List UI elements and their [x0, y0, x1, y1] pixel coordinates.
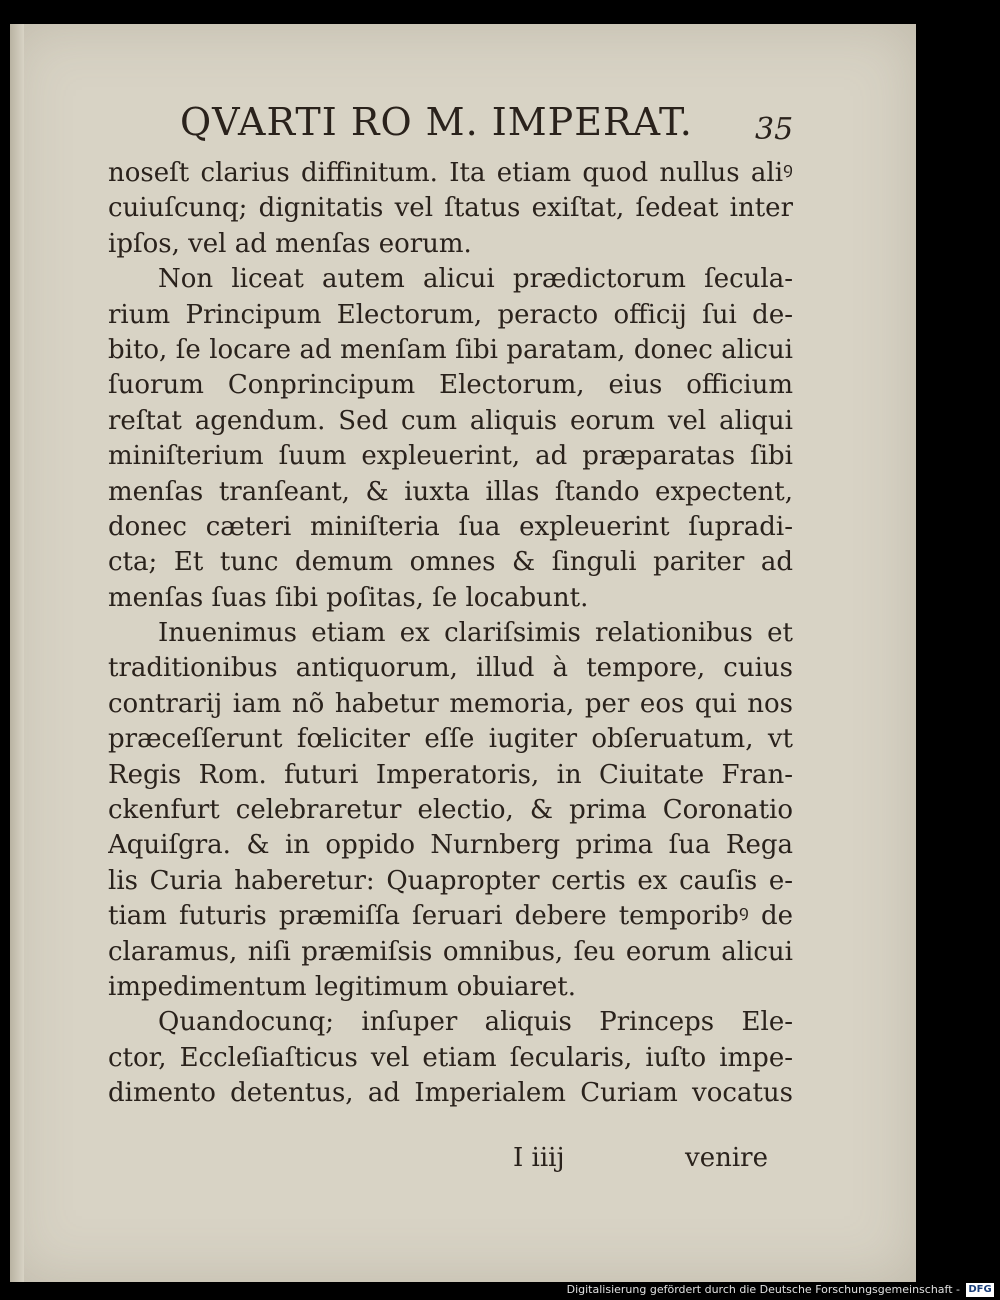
text-line: ſuorum Conprincipum Electorum, eius officium [108, 370, 793, 401]
text-line: Inuenimus etiam ex clariſsimis relationibus et [158, 618, 793, 649]
text-line: ckenfurt celebraretur electio, & prima Coronatio [108, 795, 793, 826]
text-line: impedimentum legitimum obuiaret. [108, 971, 576, 1002]
text-line: reſtat agendum. Sed cum aliquis eorum vel aliqui [108, 405, 793, 436]
text-line: bito, ſe locare ad menſam ſibi paratam, donec alicui [108, 334, 793, 365]
text-line: cta; Et tunc demum omnes & ſinguli pariter ad [108, 547, 793, 578]
text-line: ctor, Eccleſiaſticus vel etiam ſecularis, iuſto impe- [108, 1042, 793, 1073]
body-text [108, 156, 793, 1112]
text-line: Aquiſgra. & in oppido Nurnberg prima ſua Rega [108, 830, 793, 861]
text-line: Quandocunq; inſuper aliquis Princeps Ele- [158, 1007, 793, 1038]
running-head: QVARTI RO M. IMPERAT. [180, 100, 693, 144]
text-line: tiam futuris præmiſſa ſeruari debere temporibꝰ de [108, 901, 793, 932]
catchline [108, 1140, 768, 1176]
text-line: claramus, niſi præmiſsis omnibus, ſeu eorum alicui [108, 936, 793, 967]
text-line: rium Principum Electorum, peracto officij ſui de- [108, 299, 793, 330]
page-binding-edge [10, 24, 24, 1282]
text-line: traditionibus antiquorum, illud à tempore, cuius [108, 653, 793, 684]
catchword: venire [685, 1143, 768, 1173]
text-line: noseſt clarius diffinitum. Ita etiam quod nullus aliꝰ [108, 158, 793, 188]
text-line: contrarij iam nõ habetur memoria, per eos qui nos [108, 688, 793, 719]
digitization-credit: Digitalisierung gefördert durch die Deutsche Forschungsgemeinschaft - [566, 1283, 960, 1296]
text-line: menſas tranſeant, & iuxta illas ſtando expectent, [108, 476, 793, 507]
text-line: donec cæteri miniſteria ſua expleuerint ſupradi- [108, 511, 793, 542]
page-number: 35 [755, 112, 794, 147]
text-line: menſas ſuas ſibi poſitas, ſe locabunt. [108, 582, 589, 613]
text-line: cuiuſcunq; dignitatis vel ſtatus exiſtat, ſedeat inter [108, 193, 793, 224]
text-line: dimento detentus, ad Imperialem Curiam vocatus [108, 1078, 793, 1109]
signature-mark: I iiij [513, 1143, 565, 1173]
dfg-logo: DFG [966, 1283, 994, 1297]
text-line: ipſos, vel ad menſas eorum. [108, 228, 472, 259]
text-line: lis Curia haberetur: Quapropter certis ex cauſis e- [108, 865, 793, 896]
text-line: præceſſerunt fœliciter eſſe iugiter obſeruatum, vt [108, 724, 793, 755]
text-line: Regis Rom. futuri Imperatoris, in Ciuitate Fran- [108, 759, 793, 790]
text-line: miniſterium ſuum expleuerint, ad præparatas ſibi [108, 441, 793, 472]
text-line: Non liceat autem alicui prædictorum ſecula- [158, 264, 793, 295]
